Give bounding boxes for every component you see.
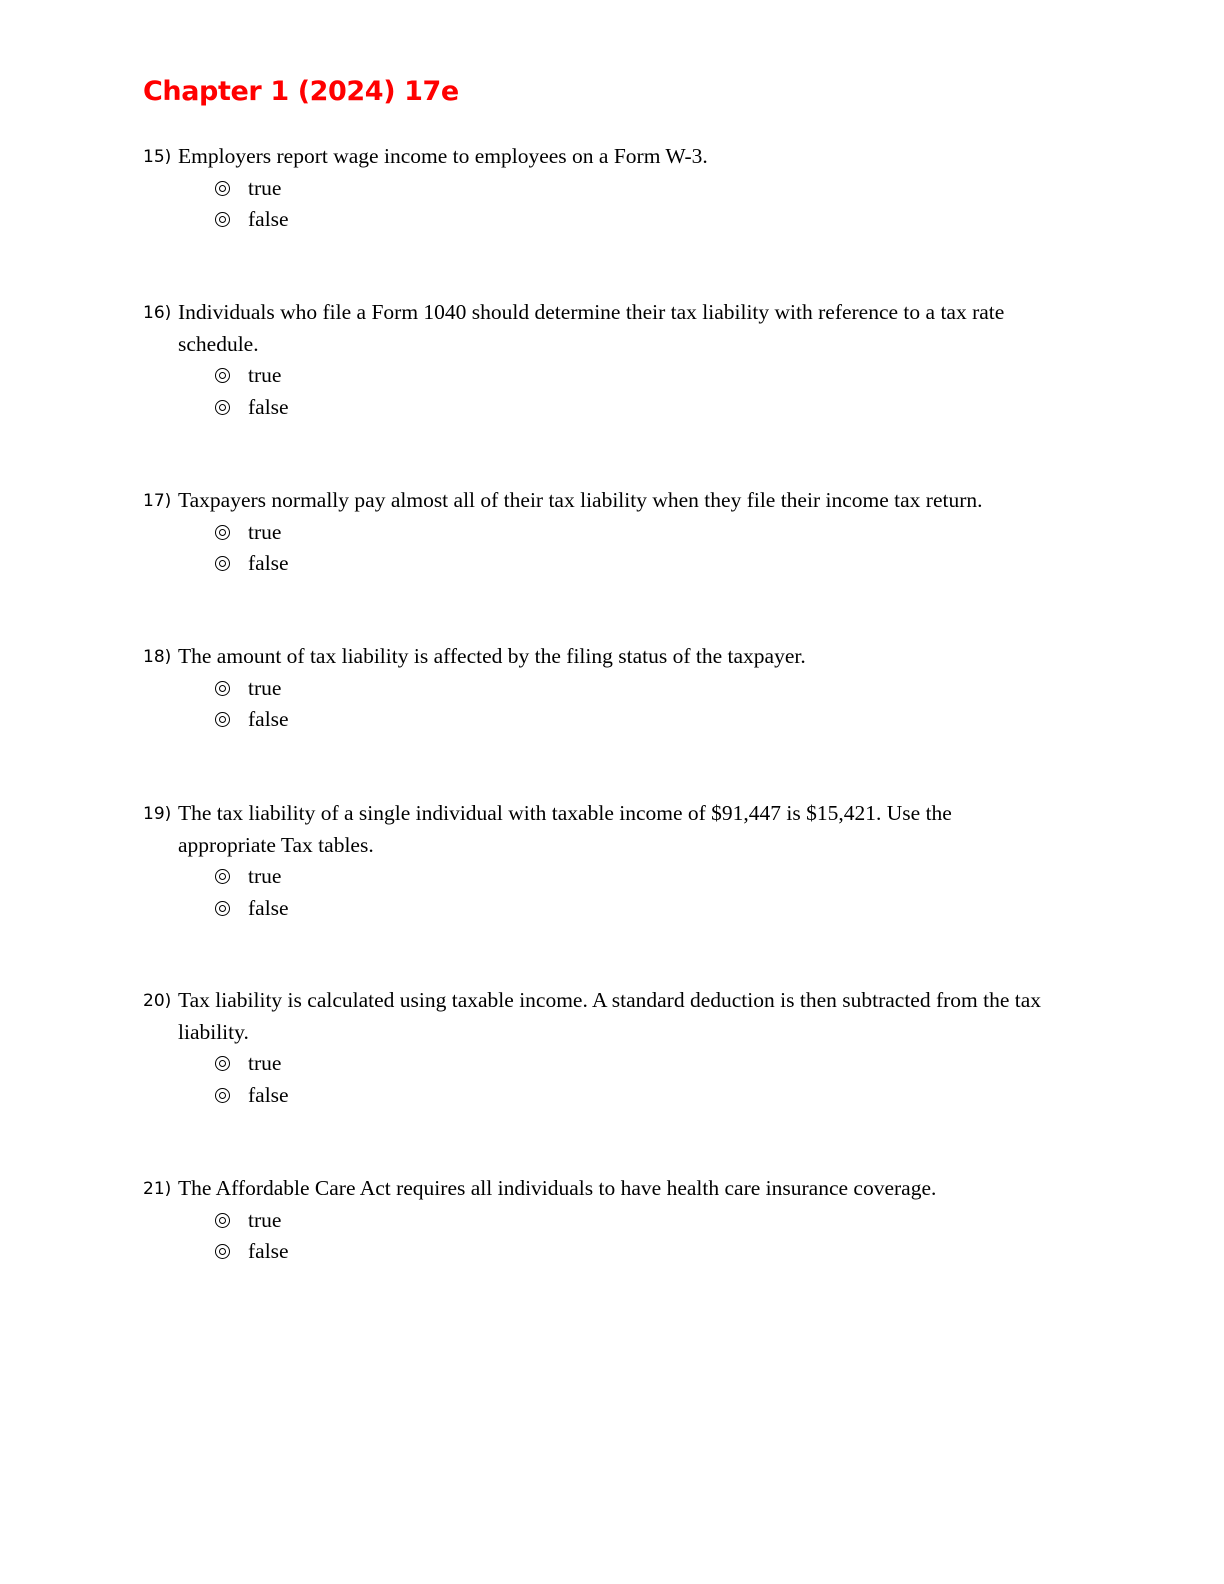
radio-button-icon[interactable]	[215, 368, 230, 383]
question-21	[143, 1173, 1103, 1268]
question-stem	[143, 485, 1103, 517]
option-label: false	[248, 394, 289, 419]
question-17	[143, 485, 1103, 580]
option-false[interactable]	[143, 204, 1103, 236]
question-text: Tax liability is calculated using taxable income. A standard deduction is then subtracted from the tax liability.	[178, 988, 1042, 1044]
question-stem	[143, 641, 1103, 673]
question-number: 16)	[143, 303, 172, 323]
question-text: The amount of tax liability is affected by the filing status of the taxpayer.	[178, 644, 806, 668]
question-text: Employers report wage income to employees on a Form W-3.	[178, 144, 708, 168]
option-true[interactable]	[143, 360, 1103, 392]
option-true[interactable]	[143, 1205, 1103, 1237]
question-stem	[143, 798, 1053, 861]
option-label: false	[248, 707, 289, 731]
option-true[interactable]	[143, 517, 1103, 549]
option-false[interactable]	[143, 704, 1103, 736]
radio-button-icon[interactable]	[215, 525, 230, 540]
answer-options	[143, 517, 1103, 580]
option-false[interactable]	[143, 548, 1103, 580]
option-label: true	[248, 363, 282, 387]
question-number: 19)	[143, 804, 172, 824]
question-stem	[143, 1173, 1103, 1205]
question-stem	[143, 141, 1103, 173]
answer-options	[143, 861, 1103, 924]
question-text: The tax liability of a single individual with taxable income of $91,447 is $15,421. Use the appropriate Tax tables.	[178, 801, 952, 857]
option-label: false	[248, 1239, 289, 1263]
option-label: false	[248, 895, 289, 920]
question-text: The Affordable Care Act requires all individuals to have health care insurance coverage.	[178, 1176, 937, 1200]
option-true[interactable]	[143, 861, 1103, 893]
option-label: false	[248, 1082, 289, 1107]
question-number: 18)	[143, 647, 172, 667]
radio-button-icon[interactable]	[215, 1056, 230, 1071]
answer-options	[143, 360, 1103, 423]
question-number: 17)	[143, 491, 172, 511]
option-false[interactable]	[143, 1236, 1103, 1268]
radio-button-icon[interactable]	[215, 400, 230, 415]
radio-button-icon[interactable]	[215, 869, 230, 884]
option-label: false	[248, 551, 289, 575]
option-false[interactable]	[143, 893, 1103, 925]
answer-options	[143, 673, 1103, 736]
question-20	[143, 985, 1103, 1111]
question-text: Individuals who file a Form 1040 should determine their tax liability with reference to a tax rate schedule.	[178, 300, 1005, 356]
radio-button-icon[interactable]	[215, 556, 230, 571]
question-number: 20)	[143, 991, 172, 1011]
radio-button-icon[interactable]	[215, 1088, 230, 1103]
question-15	[143, 141, 1103, 236]
radio-button-icon[interactable]	[215, 712, 230, 727]
question-number: 21)	[143, 1179, 172, 1199]
question-16	[143, 297, 1103, 423]
question-stem	[143, 297, 1058, 360]
answer-options	[143, 1048, 1103, 1111]
radio-button-icon[interactable]	[215, 181, 230, 196]
option-label: false	[248, 207, 289, 231]
radio-button-icon[interactable]	[215, 212, 230, 227]
radio-button-icon[interactable]	[215, 1244, 230, 1259]
radio-button-icon[interactable]	[215, 1213, 230, 1228]
option-label: true	[248, 1207, 282, 1232]
option-true[interactable]	[143, 673, 1103, 705]
option-false[interactable]	[143, 1080, 1103, 1112]
option-false[interactable]	[143, 392, 1103, 424]
radio-button-icon[interactable]	[215, 681, 230, 696]
option-true[interactable]	[143, 173, 1103, 205]
option-label: true	[248, 519, 282, 544]
question-text: Taxpayers normally pay almost all of their tax liability when they file their income tax return.	[178, 488, 983, 512]
page-title: Chapter 1 (2024) 17e	[143, 76, 459, 107]
option-label: true	[248, 1051, 282, 1075]
radio-button-icon[interactable]	[215, 901, 230, 916]
answer-options	[143, 173, 1103, 236]
option-label: true	[248, 675, 282, 700]
option-label: true	[248, 864, 282, 888]
question-18	[143, 641, 1103, 736]
question-stem	[143, 985, 1088, 1048]
question-19	[143, 798, 1103, 924]
option-true[interactable]	[143, 1048, 1103, 1080]
answer-options	[143, 1205, 1103, 1268]
question-number: 15)	[143, 147, 172, 167]
option-label: true	[248, 175, 282, 200]
